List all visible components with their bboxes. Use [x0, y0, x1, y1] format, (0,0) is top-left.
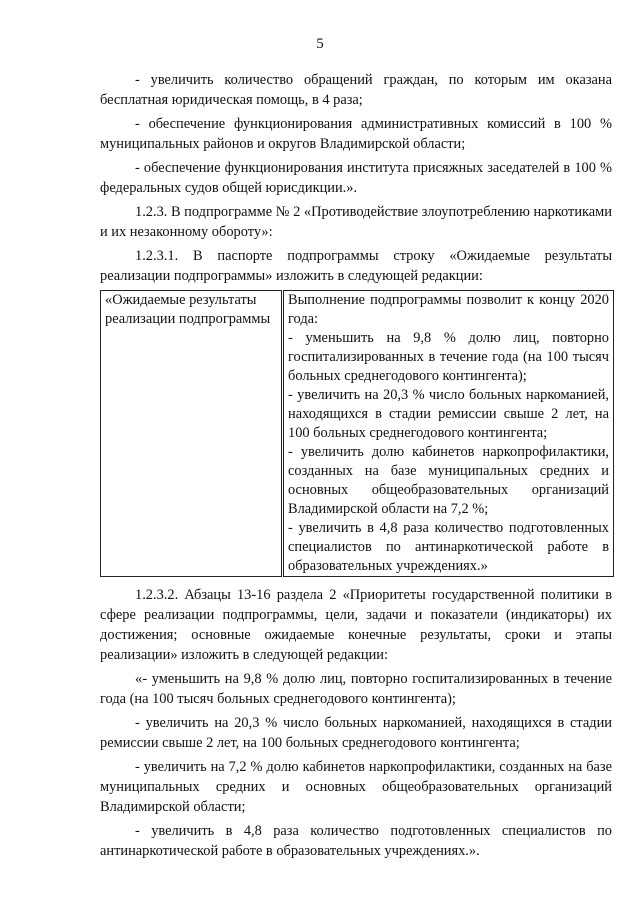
paragraph: 1.2.3. В подпрограмме № 2 «Противодействие злоупотреблению наркотиками и их незаконному обороту»: — [100, 204, 612, 240]
paragraph: - увеличить на 7,2 % долю кабинетов наркопрофилактики, созданных на базе муниципальных средних и основных общеобразовательных организаций Владимирской области; — [100, 759, 612, 815]
table-line: Выполнение подпрограммы позволит к концу 2020 года: — [288, 292, 609, 327]
page-number: 5 — [316, 36, 324, 52]
table-content-cell — [283, 291, 614, 577]
paragraph: - обеспечение функционирования института присяжных заседателей в 100 % федеральных судов общей юрисдикции.». — [100, 160, 612, 196]
paragraph: - увеличить количество обращений граждан, по которым им оказана бесплатная юридическая помощь, в 4 раза; — [100, 72, 612, 108]
paragraph: - обеспечение функционирования административных комиссий в 100 % муниципальных районов и округов Владимирской области; — [100, 116, 612, 152]
paragraph: 1.2.3.1. В паспорте подпрограммы строку «Ожидаемые результаты реализации подпрограммы» изложить в следующей редакции: — [100, 248, 612, 284]
document-body — [100, 70, 612, 865]
paragraph: 1.2.3.2. Абзацы 13-16 раздела 2 «Приоритеты государственной политики в сфере реализации подпрограммы, цели, задачи и показатели (индикаторы) их достижения; основные ожидаемые конечные результаты, сроки и этапы реализации» изложить в следующей редакции: — [100, 587, 612, 663]
table-line: - увеличить в 4,8 раза количество подготовленных специалистов по антинаркотической работе в образовательных учреждениях.» — [288, 520, 609, 574]
expected-results-table — [100, 290, 614, 577]
paragraph: - увеличить в 4,8 раза количество подготовленных специалистов по антинаркотической работе в образовательных учреждениях.». — [100, 823, 612, 859]
table-row — [101, 291, 614, 577]
paragraph: - увеличить на 20,3 % число больных наркоманией, находящихся в стадии ремиссии свыше 2 лет, на 100 больных среднегодового контингента; — [100, 715, 612, 751]
paragraph: «- уменьшить на 9,8 % долю лиц, повторно госпитализированных в течение года (на 100 тысяч больных среднегодового контингента); — [100, 671, 612, 707]
table-line: - увеличить долю кабинетов наркопрофилактики, созданных на базе муниципальных средних и основных общеобразовательных организаций Владимирской области на 7,2 %; — [288, 444, 609, 517]
table-line: - уменьшить на 9,8 % долю лиц, повторно госпитализированных в течение года (на 100 тысяч больных среднегодового контингента); — [288, 330, 609, 384]
table-label-cell — [101, 291, 283, 577]
table-label: «Ожидаемые результаты реализации подпрограммы — [105, 292, 271, 327]
table-line: - увеличить на 20,3 % число больных наркоманией, находящихся в стадии ремиссии свыше 2 лет, на 100 больных среднегодового контингента; — [288, 387, 609, 441]
